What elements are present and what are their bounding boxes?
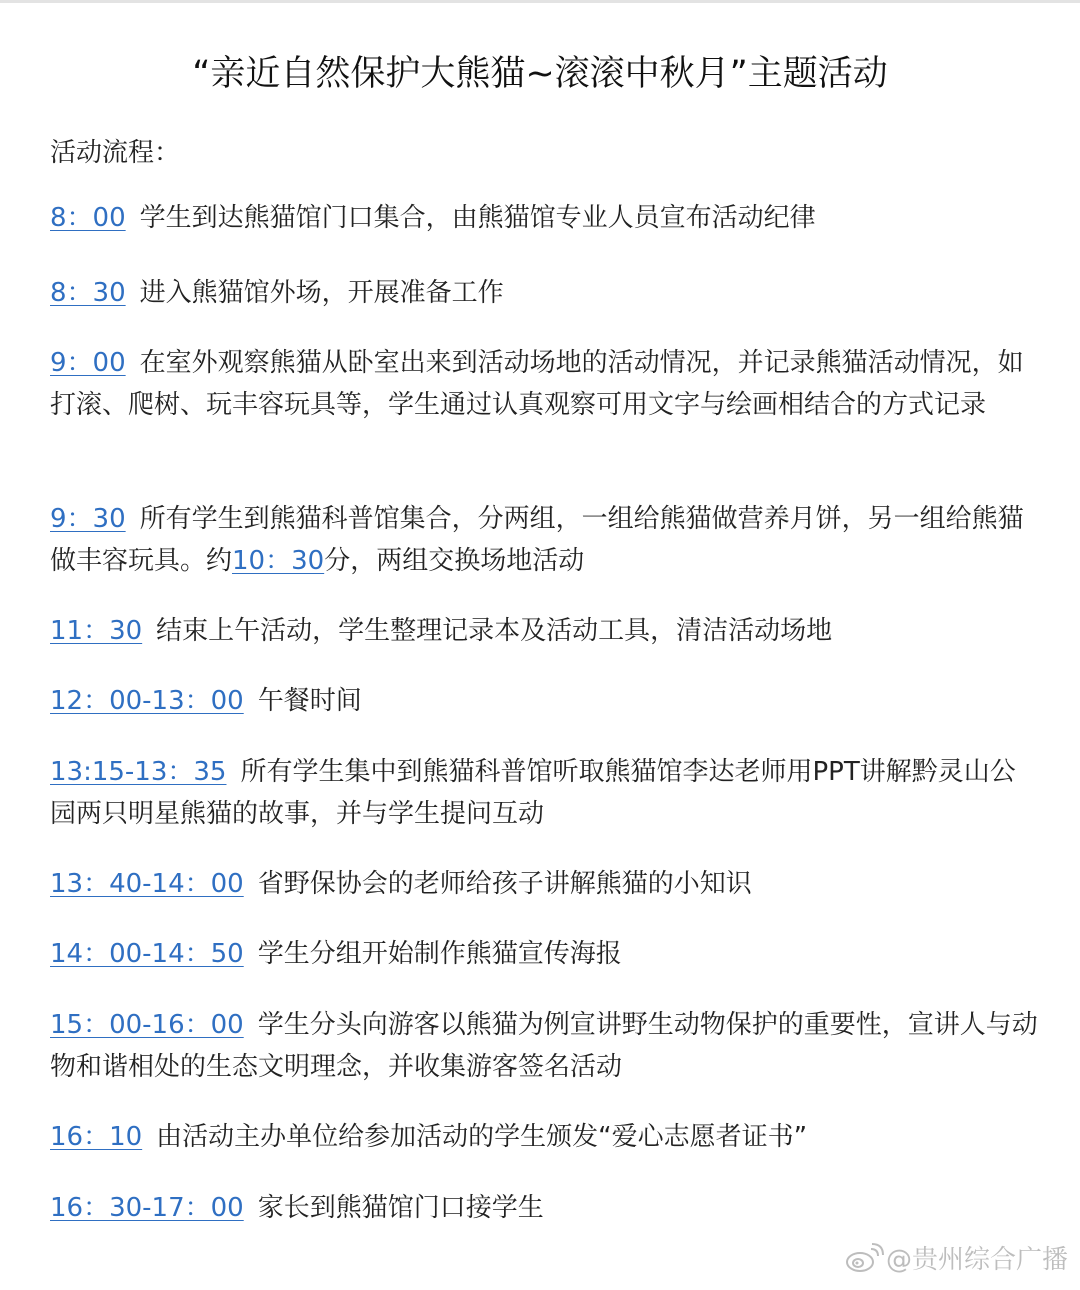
schedule-text: 所有学生到熊猫科普馆集合，分两组，一组给熊猫做营养月饼，另一组给熊猫做丰容玩具。约 — [50, 504, 1024, 576]
schedule-item — [50, 272, 1040, 314]
schedule-time-link[interactable]: 15：00-16：00 — [50, 1010, 244, 1040]
schedule-text: 在室外观察熊猫从卧室出来到活动场地的活动情况，并记录熊猫活动情况，如打滚、爬树、玩丰容玩具等，学生通过认真观察可用文字与绘画相结合的方式记录 — [50, 348, 1024, 420]
schedule-time-link[interactable]: 12：00-13：00 — [50, 686, 244, 716]
schedule-item — [50, 1004, 1040, 1088]
schedule-text-after: 分，两组交换场地活动 — [324, 546, 585, 576]
schedule-text: 省野保协会的老师给孩子讲解熊猫的小知识 — [257, 869, 752, 899]
schedule-item — [50, 751, 1040, 835]
weibo-icon — [844, 1243, 884, 1273]
inline-time-link[interactable]: 10：30 — [232, 546, 325, 576]
schedule-time-link[interactable]: 16：10 — [50, 1122, 143, 1152]
schedule-text: 结束上午活动，学生整理记录本及活动工具，清洁活动场地 — [156, 616, 833, 646]
schedule-time-link[interactable]: 8：30 — [50, 278, 126, 308]
schedule-text: 午餐时间 — [257, 686, 362, 716]
schedule-item — [50, 610, 1040, 652]
schedule-text: 由活动主办单位给参加活动的学生颁发“爱心志愿者证书” — [156, 1122, 808, 1152]
schedule-item — [50, 197, 1040, 239]
schedule-text: 家长到熊猫馆门口接学生 — [257, 1193, 544, 1223]
schedule-item — [50, 933, 1040, 975]
schedule-time-link[interactable]: 14：00-14：50 — [50, 939, 244, 969]
schedule-item — [50, 498, 1040, 582]
schedule-time-link[interactable]: 13：40-14：00 — [50, 869, 244, 899]
page-title: “亲近自然保护大熊猫~滚滚中秋月”主题活动 — [192, 54, 888, 94]
schedule-time-link[interactable]: 16：30-17：00 — [50, 1193, 244, 1223]
schedule-text: 所有学生集中到熊猫科普馆听取熊猫馆李达老师用PPT讲解黔灵山公园两只明星熊猫的故事，并与学生提问互动 — [50, 757, 1016, 829]
schedule-heading: 活动流程： — [50, 138, 181, 168]
schedule-item — [50, 680, 1040, 722]
watermark-text: @贵州综合广播 — [885, 1245, 1068, 1275]
top-border — [0, 0, 1080, 3]
schedule-time-link[interactable]: 13:15-13：35 — [50, 757, 227, 787]
schedule-time-link[interactable]: 11：30 — [50, 616, 143, 646]
schedule-text: 学生到达熊猫馆门口集合，由熊猫馆专业人员宣布活动纪律 — [139, 203, 816, 233]
schedule-item — [50, 1187, 1040, 1229]
schedule-item — [50, 342, 1040, 426]
schedule-item — [50, 1116, 1040, 1158]
schedule-item — [50, 863, 1040, 905]
schedule-text: 学生分组开始制作熊猫宣传海报 — [257, 939, 622, 969]
schedule-text: 进入熊猫馆外场，开展准备工作 — [139, 278, 504, 308]
schedule-text: 学生分头向游客以熊猫为例宣讲野生动物保护的重要性，宣讲人与动物和谐相处的生态文明理念，并收集游客签名活动 — [50, 1010, 1038, 1082]
schedule-time-link[interactable]: 9：00 — [50, 348, 126, 378]
schedule-time-link[interactable]: 9：30 — [50, 504, 126, 534]
schedule-time-link[interactable]: 8：00 — [50, 203, 126, 233]
watermark — [844, 1239, 1068, 1276]
